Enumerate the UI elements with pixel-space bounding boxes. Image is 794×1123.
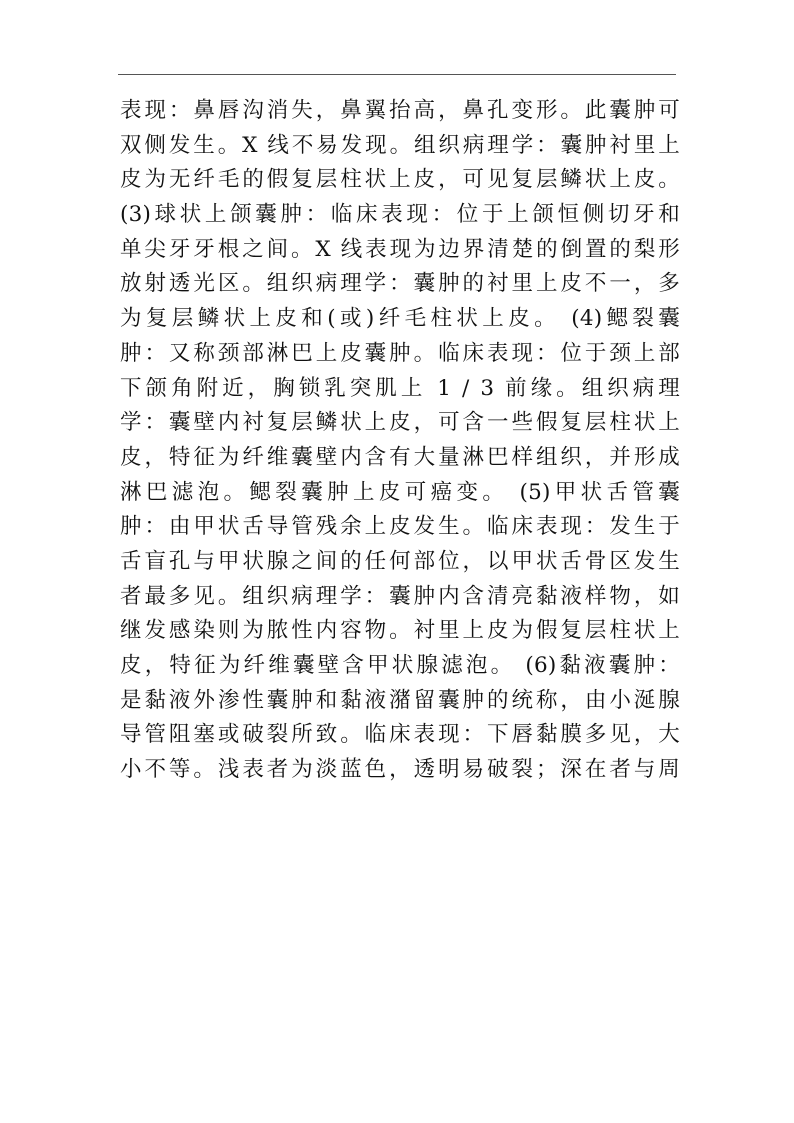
text-line-15: 者最多见。组织病理学：囊肿内含清亮黏液样物，如 [120,583,680,609]
text-line-16: 继发感染则为脓性内容物。衬里上皮为假复层柱状上 [120,618,680,644]
text-line-18: 是黏液外渗性囊肿和黏液潴留囊肿的统称，由小涎腺 [120,687,680,713]
text-line-9: 下颌角附近，胸锁乳突肌上 1 / 3 前缘。组织病理 [120,375,680,401]
text-line-6: 放射透光区。组织病理学：囊肿的衬里上皮不一，多 [120,271,680,297]
text-line-4: (3)球状上颌囊肿：临床表现：位于上颌恒侧切牙和 [120,202,680,228]
text-line-5: 单尖牙牙根之间。X 线表现为边界清楚的倒置的梨形 [120,236,680,262]
text-line-3: 皮为无纤毛的假复层柱状上皮，可见复层鳞状上皮。 [120,167,680,193]
text-line-17: 皮，特征为纤维囊壁含甲状腺滤泡。 (6)黏液囊肿： [120,653,680,678]
text-line-10: 学：囊壁内衬复层鳞状上皮，可含一些假复层柱状上 [120,410,680,436]
text-line-11: 皮，特征为纤维囊壁内含有大量淋巴样组织，并形成 [120,444,680,470]
text-line-14: 舌盲孔与甲状腺之间的任何部位，以甲状舌骨区发生 [120,548,680,574]
text-line-8: 肿：又称颈部淋巴上皮囊肿。临床表现：位于颈上部 [120,340,680,366]
text-line-2: 双侧发生。X 线不易发现。组织病理学：囊肿衬里上 [120,132,680,158]
body-text [120,94,680,788]
text-line-1: 表现：鼻唇沟消失，鼻翼抬高，鼻孔变形。此囊肿可 [120,98,680,123]
text-line-20: 小不等。浅表者为淡蓝色，透明易破裂；深在者与周 [120,757,680,783]
text-line-7: 为复层鳞状上皮和(或)纤毛柱状上皮。 (4)鳃裂囊 [120,306,680,332]
header-rule [118,74,676,75]
text-line-12: 淋巴滤泡。鳃裂囊肿上皮可癌变。 (5)甲状舌管囊 [120,479,680,505]
text-line-19: 导管阻塞或破裂所致。临床表现：下唇黏膜多见，大 [120,722,680,748]
text-line-13: 肿：由甲状舌导管残余上皮发生。临床表现：发生于 [120,514,680,540]
